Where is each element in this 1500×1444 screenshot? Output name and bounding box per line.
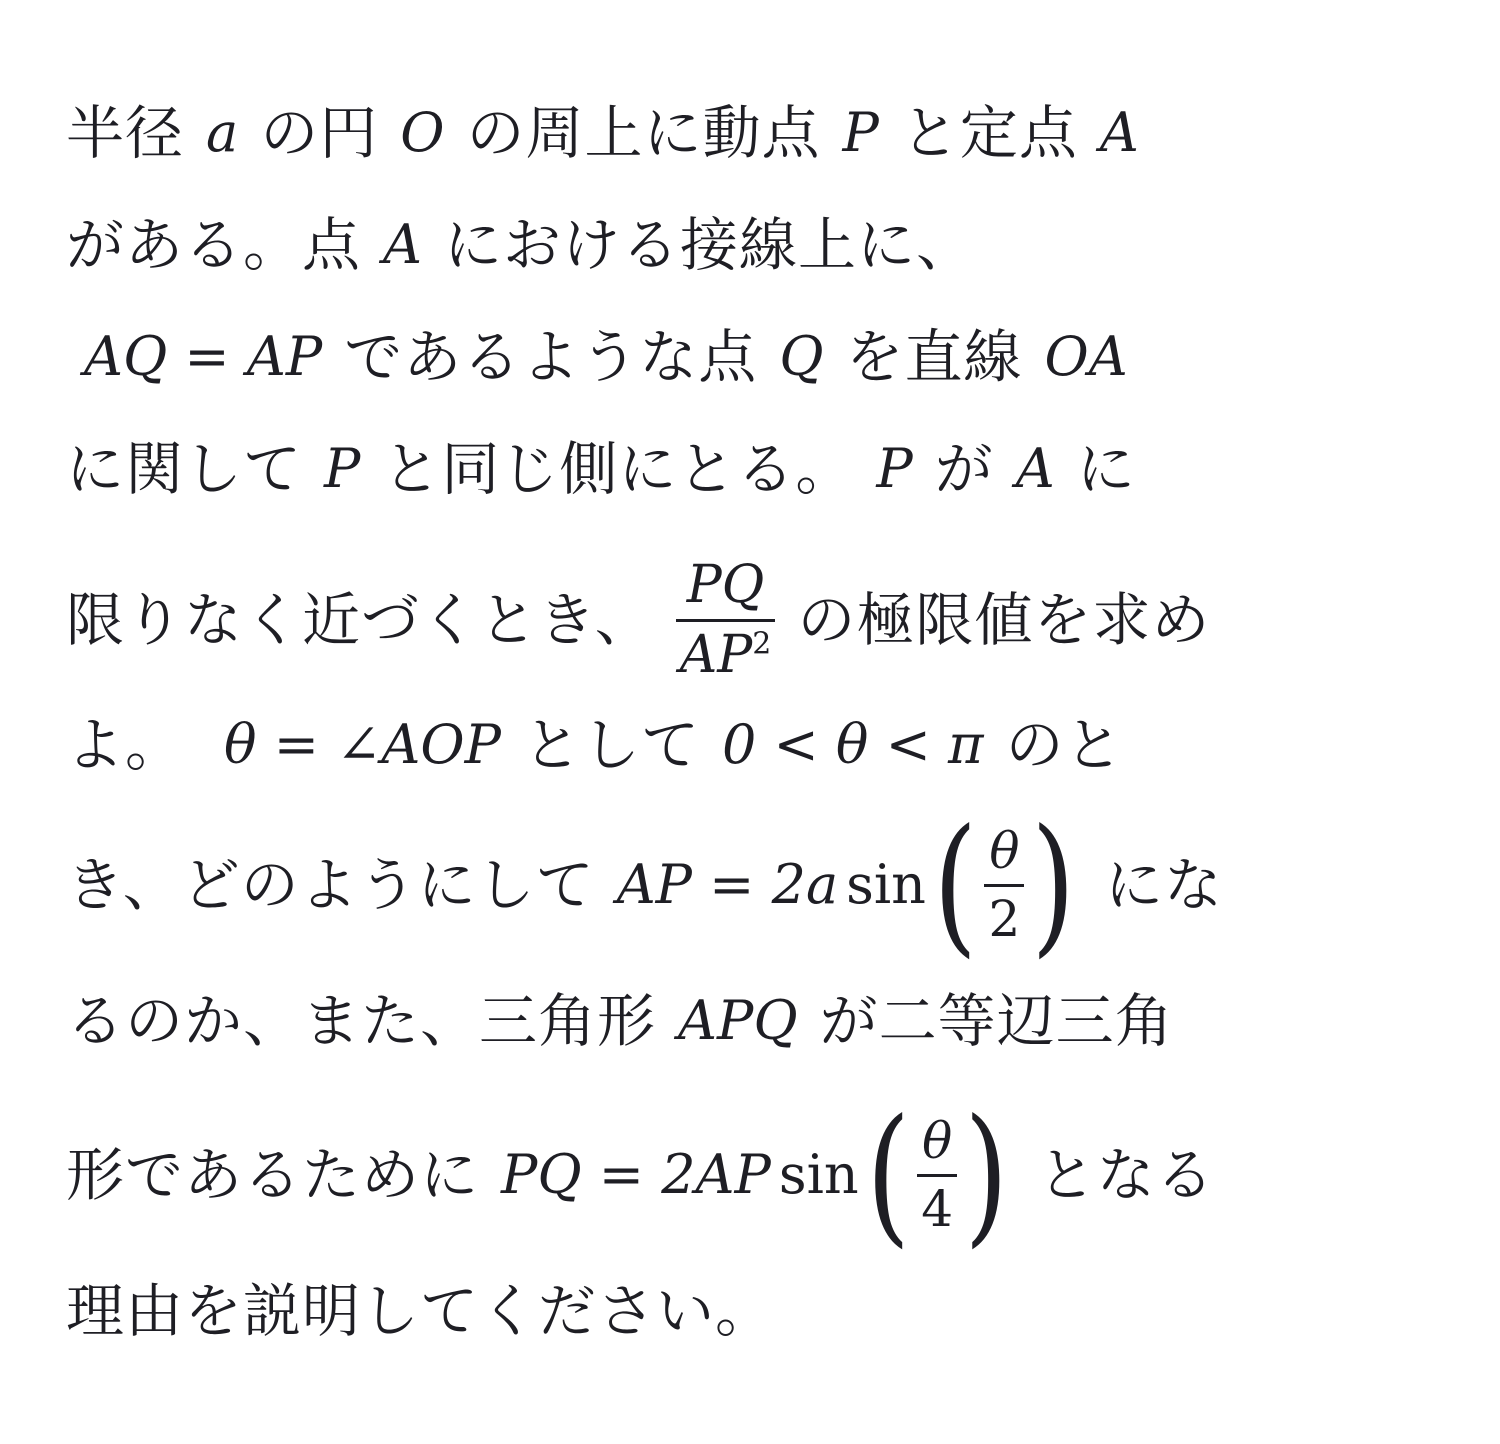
text: が <box>934 435 994 503</box>
math-var: A <box>1015 437 1055 500</box>
math-expression: AP = 2a <box>616 853 839 916</box>
text: がある。点 <box>66 211 362 279</box>
text: 半径 <box>66 99 185 167</box>
fraction-bar <box>984 884 1024 887</box>
sin-function: sin <box>778 1143 859 1206</box>
text: が二等辺三角 <box>819 987 1174 1055</box>
text: を直線 <box>845 323 1023 391</box>
text: に <box>1076 435 1136 503</box>
text-line-4 <box>66 414 1136 524</box>
text: るのか、また、三角形 <box>66 987 657 1055</box>
right-paren: ) <box>1031 798 1076 972</box>
text: 理由を説明してください。 <box>66 1277 775 1345</box>
fraction-theta-over-4 <box>917 1112 957 1238</box>
math-var: O <box>400 101 445 164</box>
text-line-8 <box>66 966 1174 1076</box>
parenthesized-fraction <box>926 798 1083 972</box>
math-expression: θ = ∠AOP <box>224 713 501 776</box>
text: と同じ側にとる。 <box>382 435 855 503</box>
parenthesized-fraction <box>859 1088 1016 1262</box>
text-line-10 <box>66 1256 774 1366</box>
exponent: 2 <box>752 626 772 662</box>
math-var: APQ <box>678 989 798 1052</box>
sin-function: sin <box>846 853 926 916</box>
fraction-theta-over-2 <box>984 822 1024 948</box>
text: となる <box>1037 1141 1215 1209</box>
text: よ。 <box>66 711 185 779</box>
fraction-pq-over-ap2 <box>676 554 776 685</box>
text-line-1 <box>66 78 1161 188</box>
math-var: P <box>324 437 361 500</box>
text: 限りなく近づくとき、 <box>66 586 654 654</box>
left-paren: ( <box>933 798 978 972</box>
left-paren: ( <box>865 1088 910 1262</box>
text: 形であるために <box>66 1141 480 1209</box>
text-line-7 <box>66 800 1223 970</box>
text-line-3 <box>66 302 1150 412</box>
fraction-denominator: 2 <box>988 889 1021 948</box>
text: の円 <box>260 99 379 167</box>
text: にな <box>1104 851 1223 919</box>
math-var: P <box>876 437 913 500</box>
math-expression: AQ = AP <box>84 325 323 388</box>
text-line-6 <box>66 690 1124 800</box>
text: であるような点 <box>344 323 758 391</box>
text: における接線上に、 <box>444 211 976 279</box>
fraction-numerator: θ <box>922 1112 953 1170</box>
text: として <box>522 711 700 779</box>
text: の周上に動点 <box>466 99 821 167</box>
math-var: a <box>206 101 239 164</box>
fraction-bar <box>676 619 776 622</box>
math-var: A <box>383 213 423 276</box>
right-paren: ) <box>964 1088 1009 1262</box>
denominator-base: AP <box>679 624 753 685</box>
text: と定点 <box>900 99 1078 167</box>
text-line-9 <box>66 1090 1215 1260</box>
math-var: A <box>1099 101 1139 164</box>
math-var: OA <box>1044 325 1128 388</box>
math-expression: PQ = 2AP <box>501 1143 771 1206</box>
fraction-bar <box>917 1174 957 1177</box>
text: の極限値を求め <box>797 586 1211 654</box>
fraction-numerator: θ <box>989 822 1020 880</box>
text-line-2 <box>66 190 975 300</box>
text: のと <box>1005 711 1124 779</box>
text: に関して <box>66 435 303 503</box>
math-var: Q <box>779 325 824 388</box>
fraction-denominator: 4 <box>921 1179 954 1238</box>
text: き、どのようにして <box>66 851 595 919</box>
fraction-denominator <box>676 624 776 685</box>
text-line-5 <box>66 550 1210 690</box>
math-var: P <box>842 101 879 164</box>
fraction-numerator: PQ <box>686 554 765 615</box>
math-expression: 0 < θ < π <box>721 713 984 776</box>
